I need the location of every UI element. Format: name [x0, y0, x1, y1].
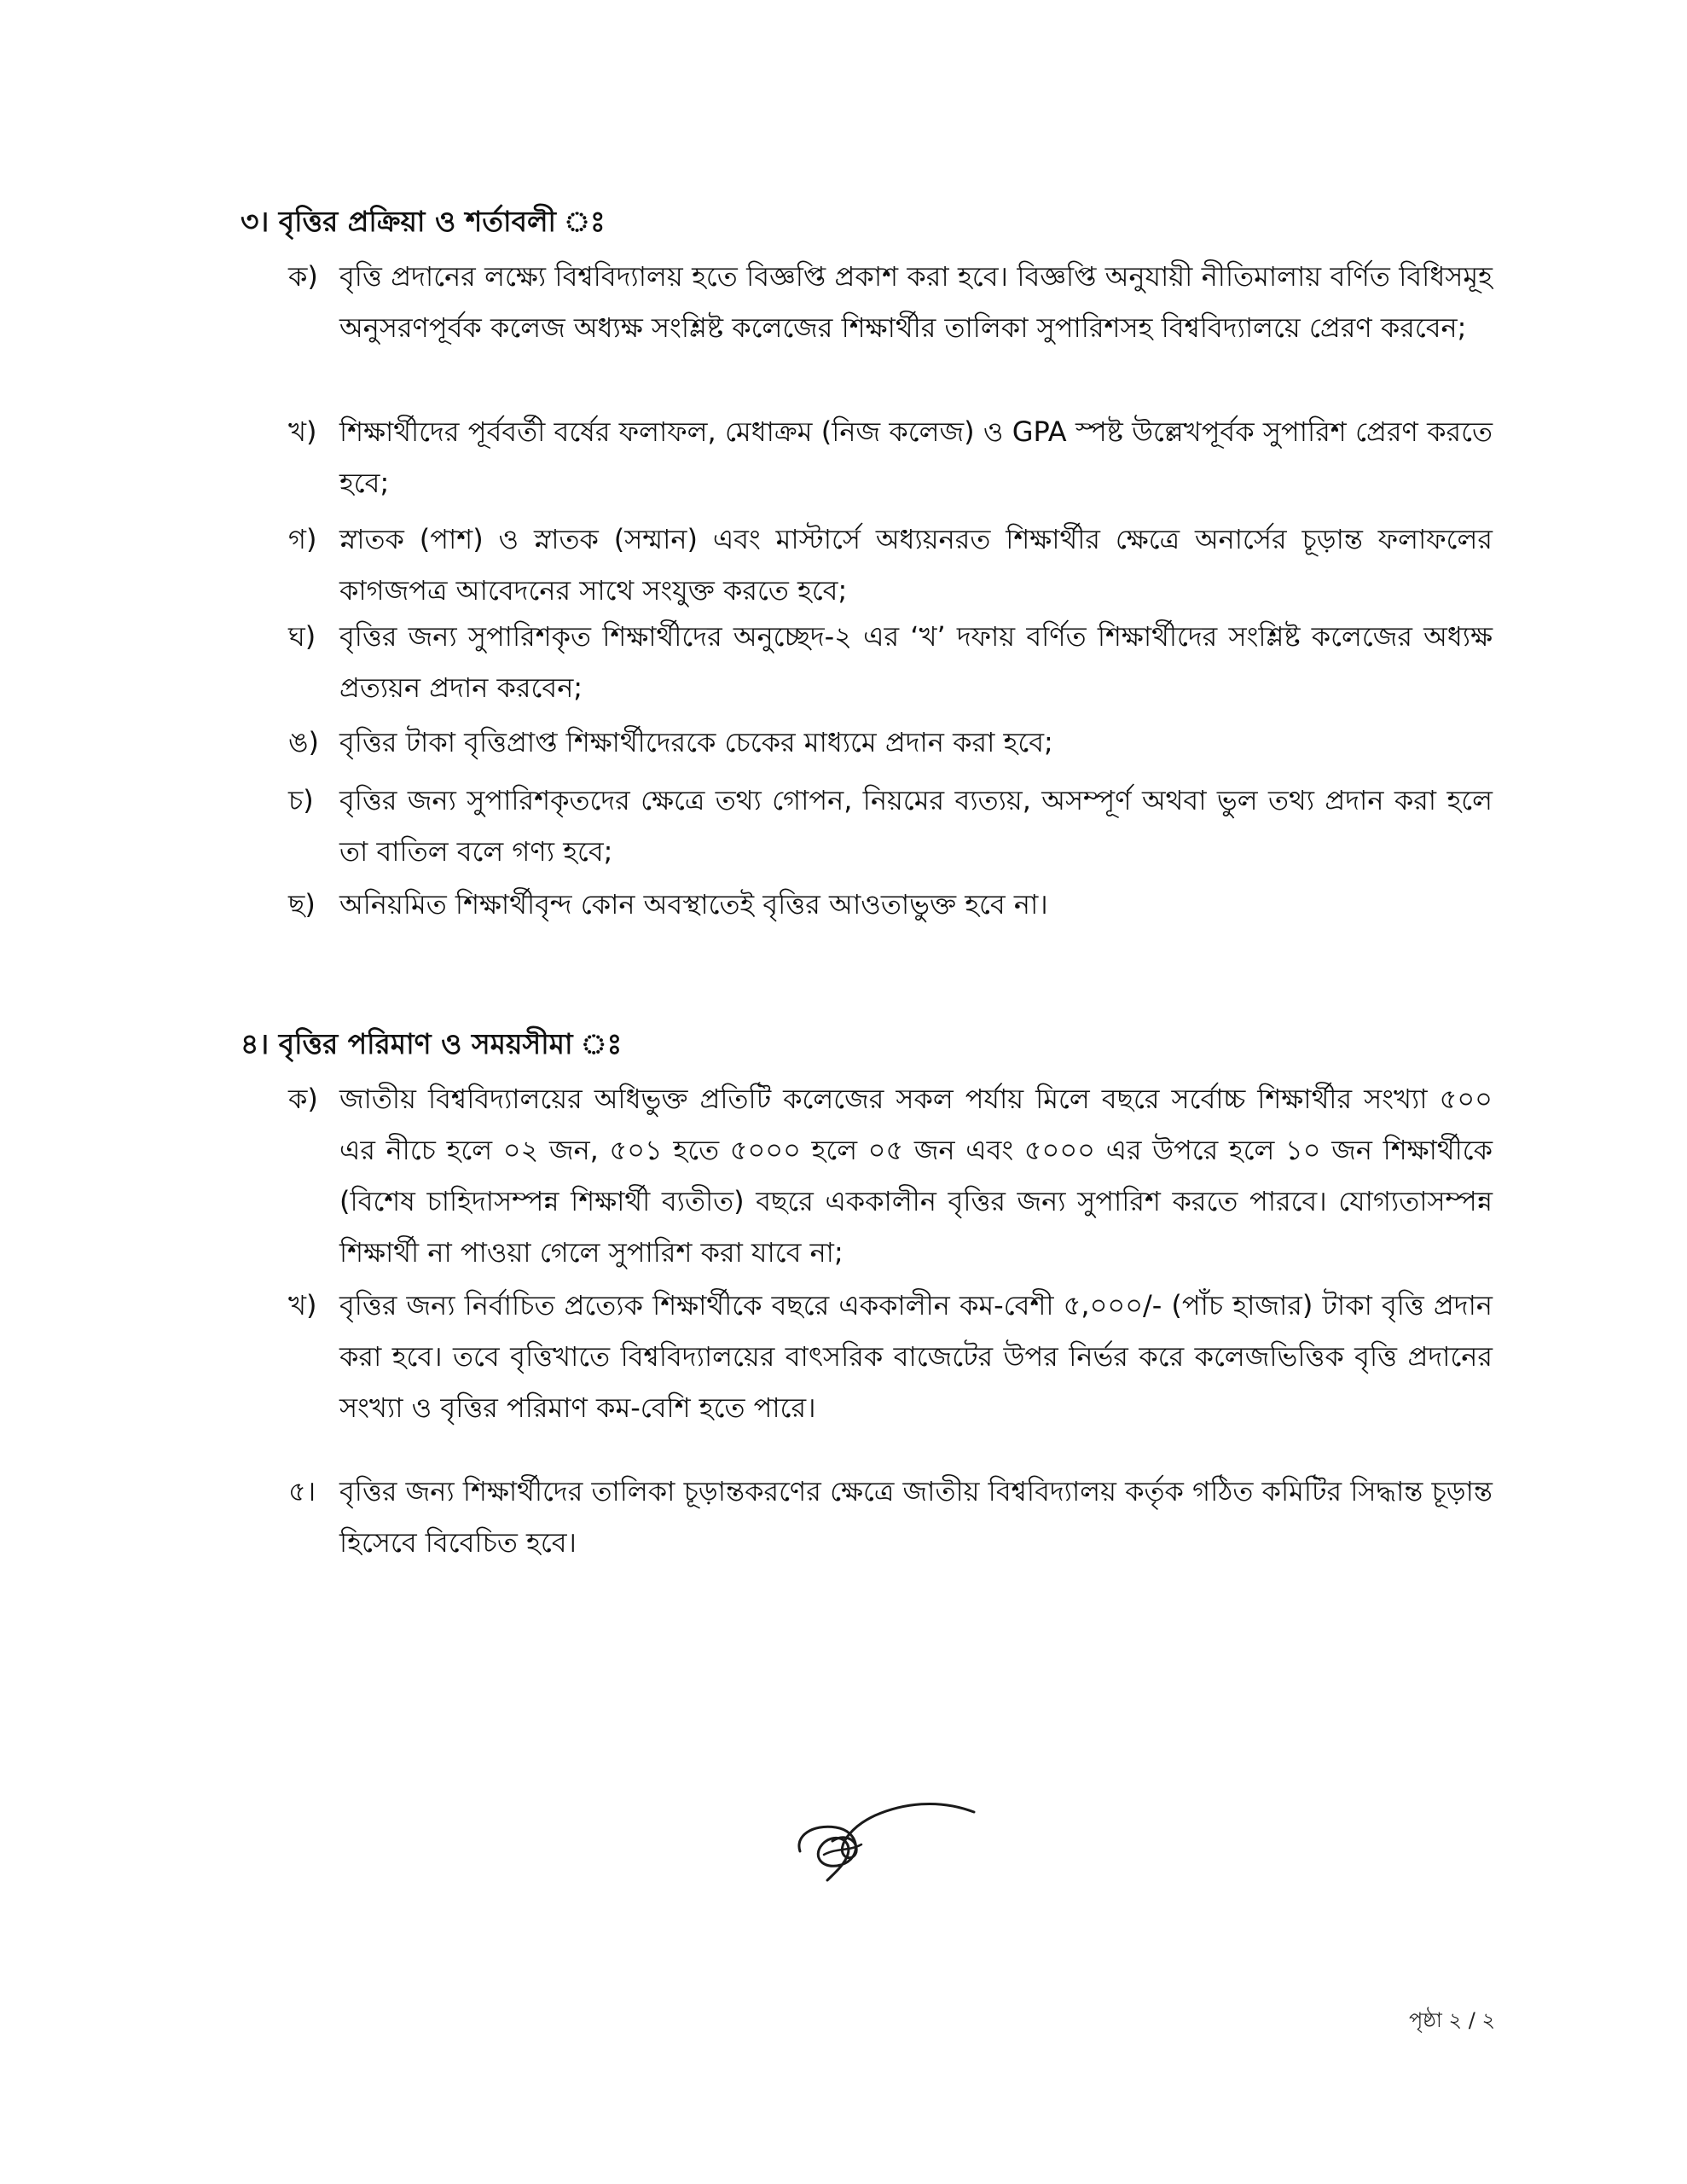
item-text: শিক্ষার্থীদের পূর্ববর্তী বর্ষের ফলাফল, মেধাক্রম (নিজ কলেজ) ও GPA স্পষ্ট উল্লেখপূর্বক সুপারিশ প্রেরণ করতে হবে; — [339, 415, 1493, 499]
item-text: বৃত্তির টাকা বৃত্তিপ্রাপ্ত শিক্ষার্থীদেরকে চেকের মাধ্যমে প্রদান করা হবে; — [339, 726, 1053, 758]
item-text: জাতীয় বিশ্ববিদ্যালয়ের অধিভুক্ত প্রতিটি কলেজের সকল পর্যায় মিলে বছরে সর্বোচ্চ শিক্ষার্থীর সংখ্যা ৫০০ এর নীচে হলে ০২ জন, ৫০১ হতে ৫০০০ হলে ০৫ জন এবং ৫০০০ এর উপরে হলে ১০ জন শিক্ষার্থীকে (বিশেষ চাহিদাসম্পন্ন শিক্ষার্থী ব্যতীত) বছরে এককালীন বৃত্তির জন্য সুপারিশ করতে পারবে। যোগ্যতাসম্পন্ন শিক্ষার্থী না পাওয়া গেলে সুপারিশ করা যাবে না; — [339, 1083, 1493, 1269]
item-marker: ঘ) — [288, 620, 316, 653]
section-3-item-kha — [288, 406, 1493, 508]
item-marker: ঙ) — [288, 726, 319, 758]
item-marker: গ) — [288, 523, 317, 555]
section-4-heading: ৪। বৃত্তির পরিমাণ ও সময়সীমা ঃ — [241, 1027, 623, 1060]
section-4-item-kha — [288, 1280, 1493, 1433]
item-text: বৃত্তির জন্য সুপারিশকৃত শিক্ষার্থীদের অনুচ্ছেদ-২ এর ‘খ’ দফায় বর্ণিত শিক্ষার্থীদের সংশ্লিষ্ট কলেজের অধ্যক্ষ প্রত্যয়ন প্রদান করবেন; — [339, 620, 1493, 704]
section-3-item-gha — [288, 611, 1493, 713]
section-5-marker: ৫। — [288, 1475, 316, 1507]
section-3-item-chha — [288, 879, 1493, 930]
section-5-paragraph — [288, 1466, 1493, 1568]
signature-icon — [793, 1792, 981, 1885]
item-marker: ছ) — [288, 888, 316, 921]
item-text: বৃত্তির জন্য সুপারিশকৃতদের ক্ষেত্রে তথ্য গোপন, নিয়মের ব্যত্যয়, অসম্পূর্ণ অথবা ভুল তথ্য প্রদান করা হলে তা বাতিল বলে গণ্য হবে; — [339, 784, 1493, 868]
section-3-item-umo — [288, 717, 1493, 768]
section-3-item-cha — [288, 775, 1493, 877]
item-marker: চ) — [288, 784, 314, 816]
item-marker: খ) — [288, 415, 317, 448]
item-text: বৃত্তির জন্য নির্বাচিত প্রত্যেক শিক্ষার্থীকে বছরে এককালীন কম-বেশী ৫,০০০/- (পাঁচ হাজার) টাকা বৃত্তি প্রদান করা হবে। তবে বৃত্তিখাতে বিশ্ববিদ্যালয়ের বাৎসরিক বাজেটের উপর নির্ভর করে কলেজভিত্তিক বৃত্তি প্রদানের সংখ্যা ও বৃত্তির পরিমাণ কম-বেশি হতে পারে। — [339, 1289, 1493, 1424]
section-3-heading: ৩। বৃত্তির প্রক্রিয়া ও শর্তাবলী ঃ — [241, 205, 606, 238]
page-number: পৃষ্ঠা ২ / ২ — [1409, 2008, 1496, 2032]
section-4-item-ka — [288, 1073, 1493, 1278]
section-5-text: বৃত্তির জন্য শিক্ষার্থীদের তালিকা চূড়ান্তকরণের ক্ষেত্রে জাতীয় বিশ্ববিদ্যালয় কর্তৃক গঠিত কমিটির সিদ্ধান্ত চূড়ান্ত হিসেবে বিবেচিত হবে। — [339, 1475, 1493, 1559]
item-marker: ক) — [288, 260, 318, 293]
item-marker: খ) — [288, 1289, 317, 1321]
item-marker: ক) — [288, 1083, 318, 1115]
item-text: স্নাতক (পাশ) ও স্নাতক (সম্মান) এবং মাস্টার্সে অধ্যয়নরত শিক্ষার্থীর ক্ষেত্রে অনার্সের চূড়ান্ত ফলাফলের কাগজপত্র আবেদনের সাথে সংযুক্ত করতে হবে; — [339, 523, 1493, 607]
section-3-item-ga — [288, 514, 1493, 616]
item-text: বৃত্তি প্রদানের লক্ষ্যে বিশ্ববিদ্যালয় হতে বিজ্ঞপ্তি প্রকাশ করা হবে। বিজ্ঞপ্তি অনুযায়ী নীতিমালায় বর্ণিত বিধিসমূহ অনুসরণপূর্বক কলেজ অধ্যক্ষ সংশ্লিষ্ট কলেজের শিক্ষার্থীর তালিকা সুপারিশসহ বিশ্ববিদ্যালয়ে প্রেরণ করবেন; — [339, 260, 1493, 344]
section-3-item-ka — [288, 251, 1493, 353]
item-text: অনিয়মিত শিক্ষার্থীবৃন্দ কোন অবস্থাতেই বৃত্তির আওতাভুক্ত হবে না। — [339, 888, 1048, 921]
